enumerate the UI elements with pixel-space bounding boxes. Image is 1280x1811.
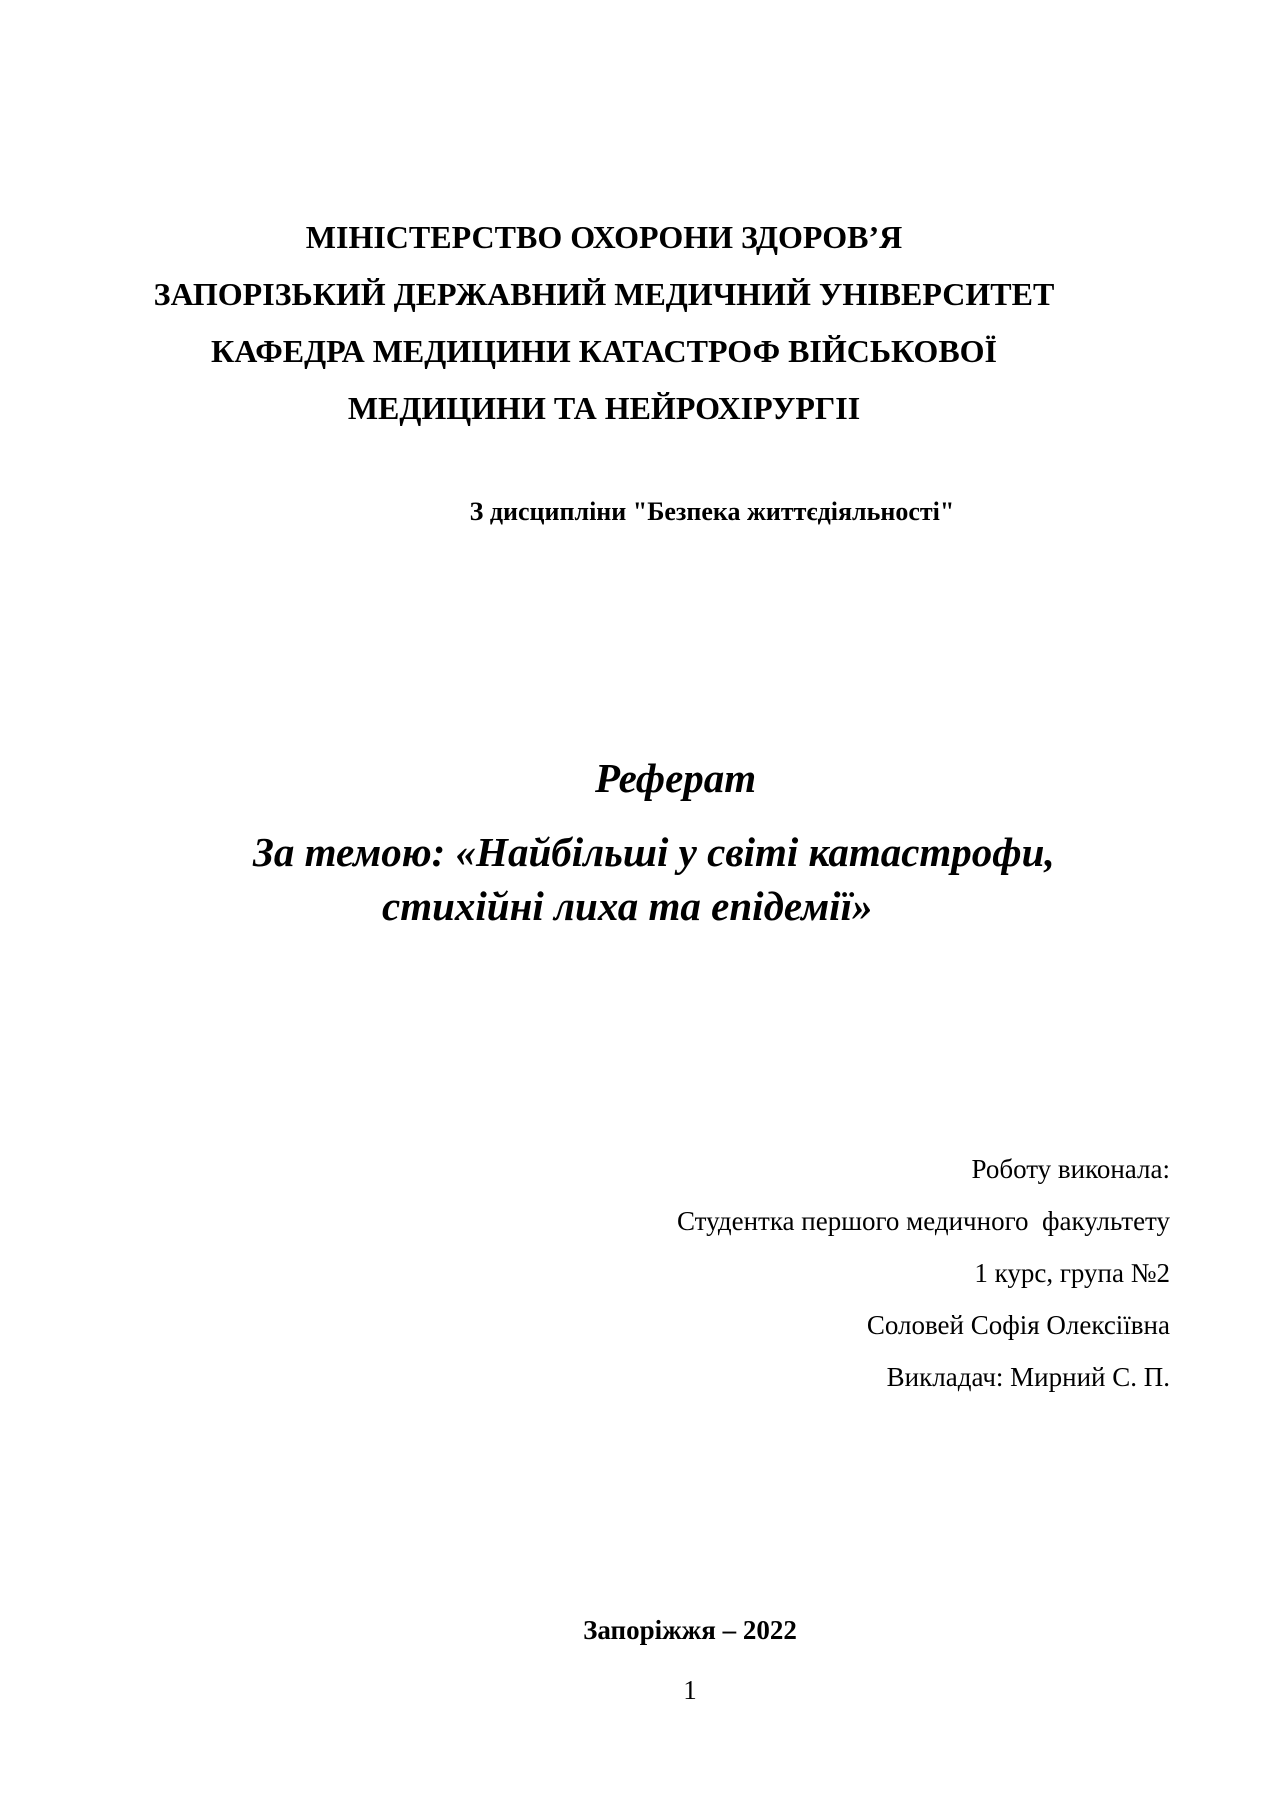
header-department-line2: МЕДИЦИНИ ТА НЕЙРОХІРУРГІІ [347,390,861,426]
topic-line-2: стихійні лиха та епідемії» [382,883,873,929]
author-name: Соловей Софія Олексіївна [866,1310,1170,1340]
header-department-line1: КАФЕДРА МЕДИЦИНИ КАТАСТРОФ ВІЙСЬКОВОЇ [211,333,997,369]
author-faculty: Студентка першого медичного факультету [676,1206,1170,1236]
topic-line-1: За темою: «Найбільші у світі катастрофи, [253,829,1055,875]
author-heading: Роботу виконала: [971,1154,1170,1184]
header-university: ЗАПОРІЗЬКИЙ ДЕРЖАВНИЙ МЕДИЧНИЙ УНІВЕРСИТЕТ [153,276,1055,312]
discipline-line: З дисципліни "Безпека життєдіяльності" [469,497,955,526]
author-course-group: 1 курс, група №2 [974,1258,1170,1288]
page-number: 1 [683,1675,697,1705]
teacher-name: Викладач: Мирний С. П. [886,1362,1170,1392]
institution-header [0,209,1280,437]
city-year: Запоріжжя – 2022 [583,1615,797,1645]
author-block [677,1143,1170,1403]
header-ministry: МІНІСТЕРСТВО ОХОРОНИ ЗДОРОВ’Я [305,219,903,255]
document-type-title: Реферат [595,755,757,801]
